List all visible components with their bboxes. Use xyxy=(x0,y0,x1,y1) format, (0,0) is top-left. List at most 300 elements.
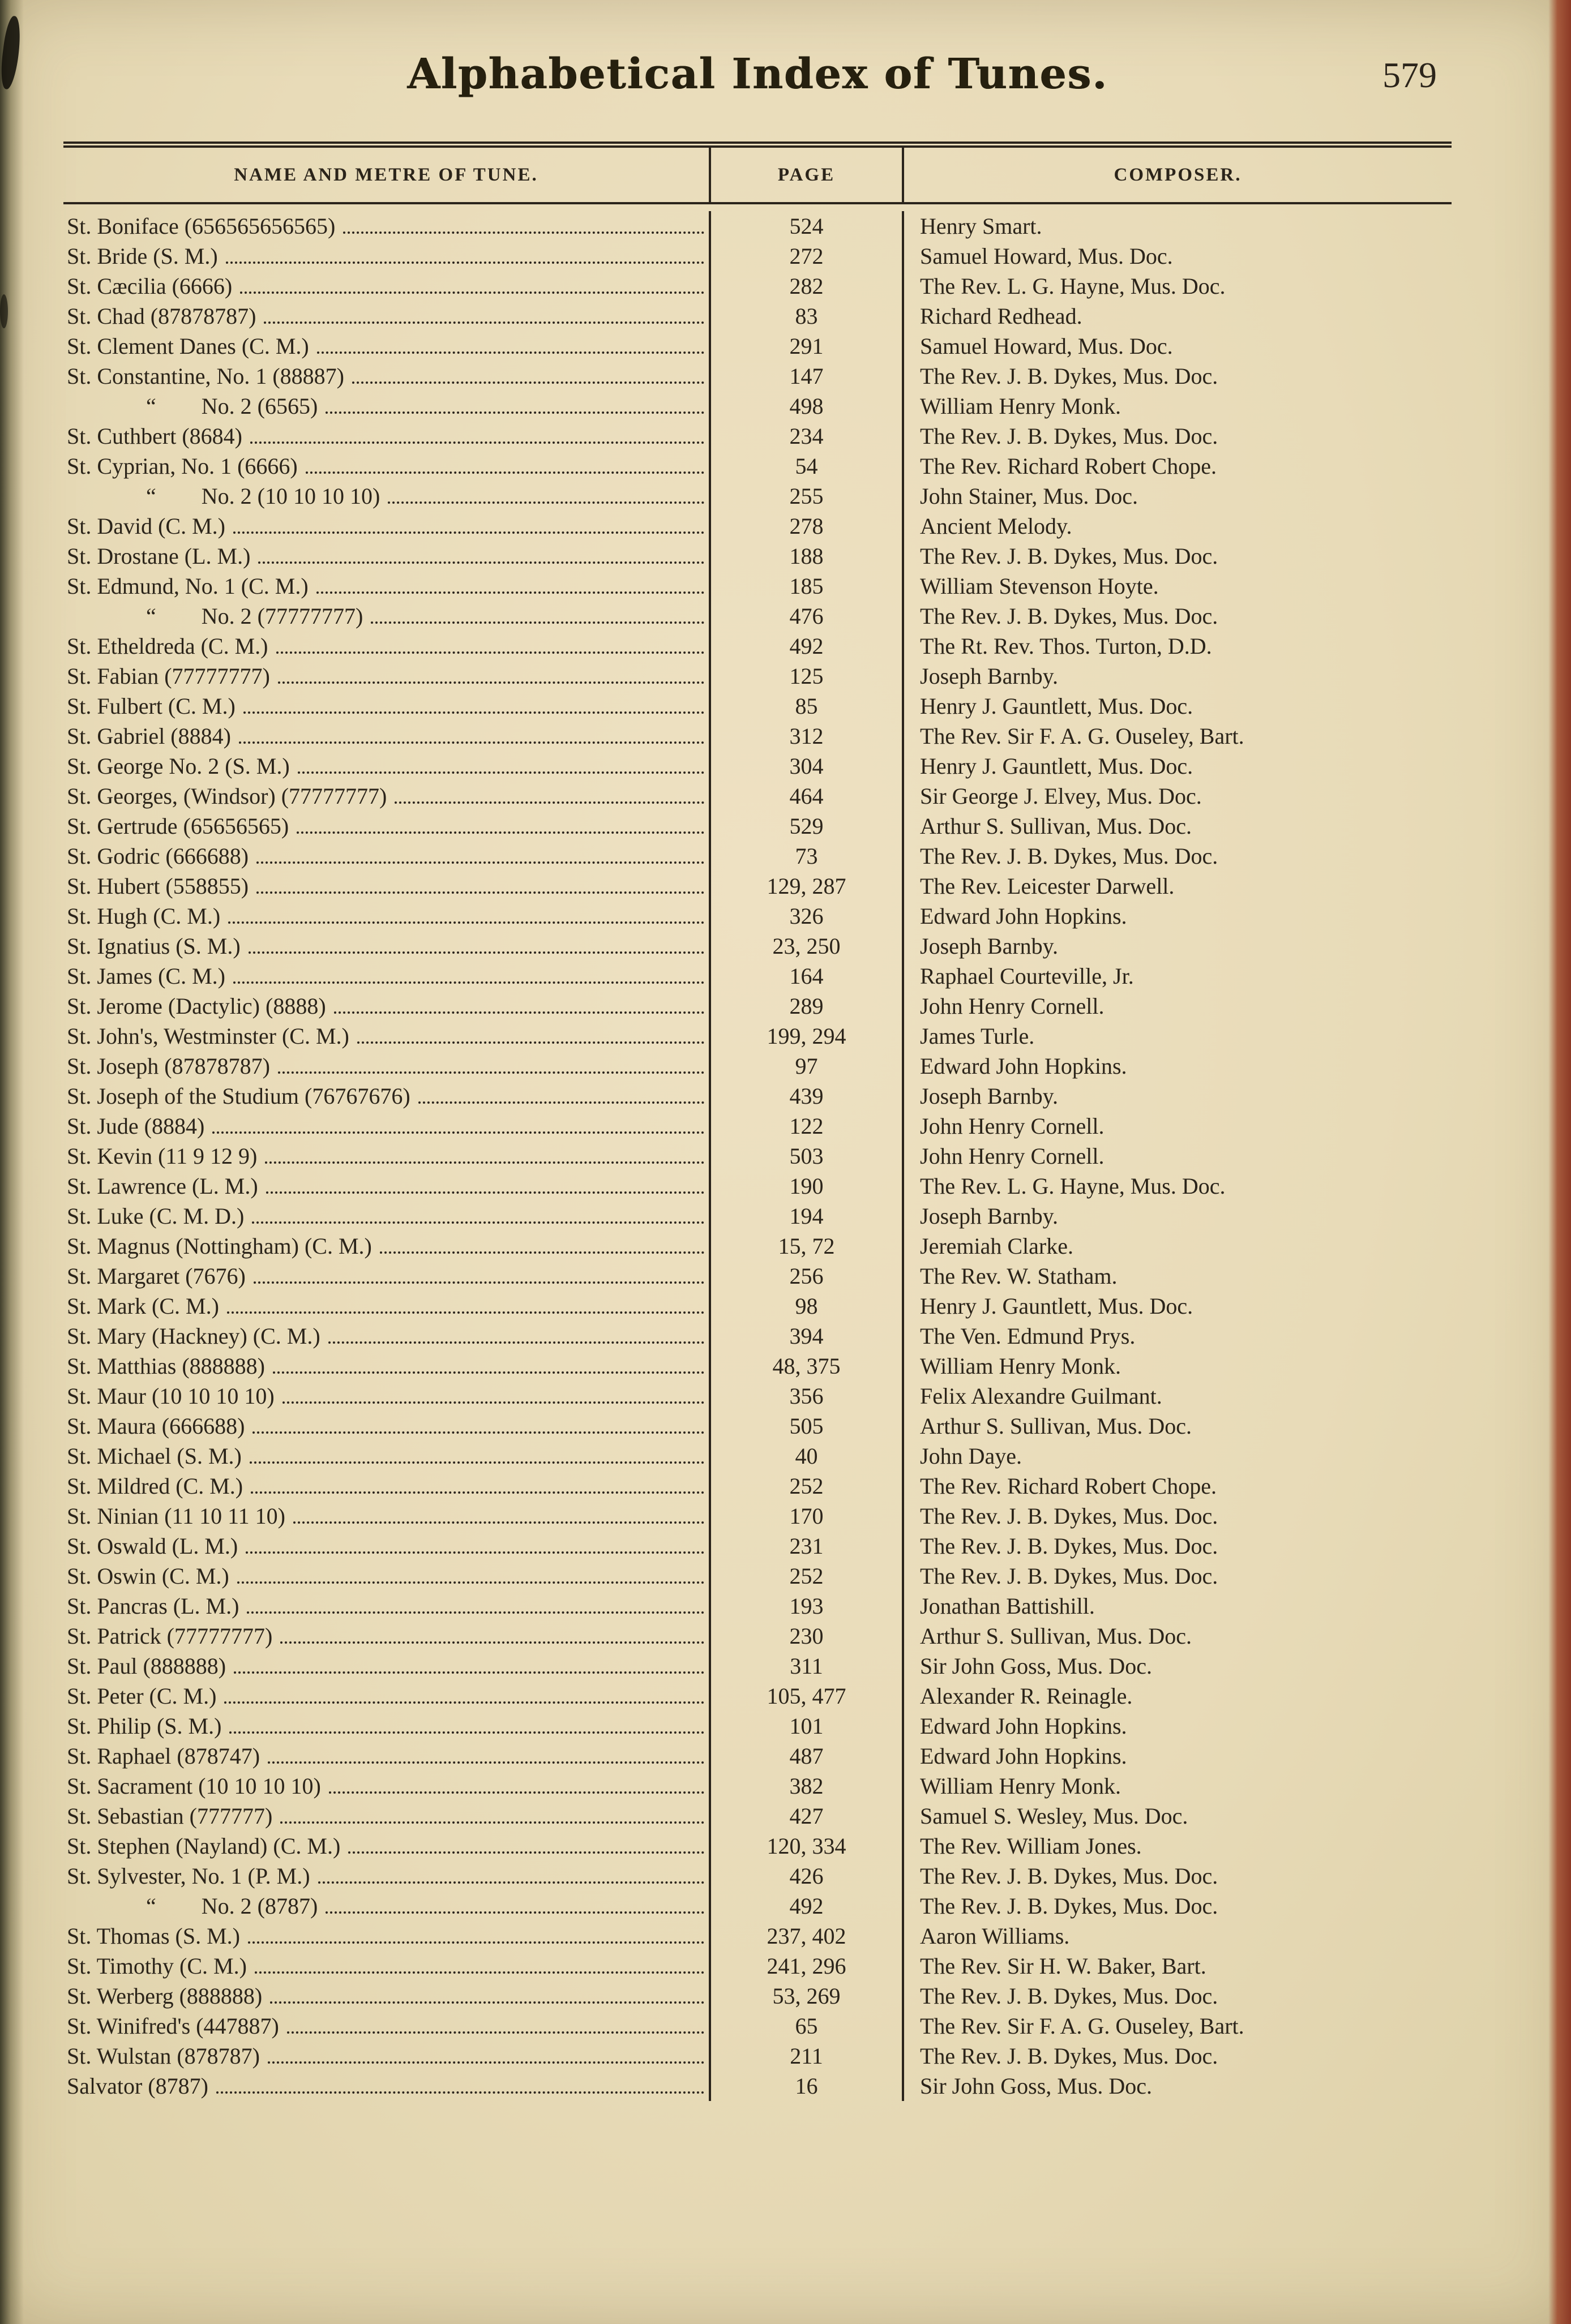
tune-name-cell xyxy=(63,1921,709,1951)
tune-page: 147 xyxy=(709,361,904,391)
tune-name-cell xyxy=(63,421,709,451)
table-row xyxy=(63,1861,1452,1891)
tune-composer: The Rev. J. B. Dykes, Mus. Doc. xyxy=(920,2043,1218,2069)
dot-leader xyxy=(298,771,704,774)
tune-name: St. Winifred's (447887) xyxy=(67,2013,279,2039)
tune-page: 188 xyxy=(709,541,904,571)
table-row xyxy=(63,211,1452,241)
table-row xyxy=(63,1981,1452,2011)
tune-name: St. Cuthbert (8684) xyxy=(67,423,242,449)
table-row xyxy=(63,1801,1452,1831)
dot-leader xyxy=(352,381,704,384)
page-content xyxy=(63,33,1452,2101)
table-row xyxy=(63,1771,1452,1801)
tune-composer: Edward John Hopkins. xyxy=(920,1743,1127,1769)
tune-name-cell xyxy=(63,1381,709,1411)
tune-name: St. Timothy (C. M.) xyxy=(67,1953,247,1979)
table-row xyxy=(63,1891,1452,1921)
tune-name: St. Gabriel (8884) xyxy=(67,723,231,749)
tune-name: St. Raphael (878747) xyxy=(67,1743,260,1769)
tune-page: 98 xyxy=(709,1291,904,1321)
tune-page: 278 xyxy=(709,511,904,541)
tune-name-cell xyxy=(63,1891,709,1921)
dot-leader xyxy=(334,1011,704,1014)
binding-edge xyxy=(0,0,24,2324)
tune-name: St. James (C. M.) xyxy=(67,963,225,989)
tune-name-cell xyxy=(63,361,709,391)
tune-name-cell xyxy=(63,1981,709,2011)
tune-composer: Henry Smart. xyxy=(920,213,1042,239)
tune-name: St. Georges, (Windsor) (77777777) xyxy=(67,783,387,809)
table-row xyxy=(63,1381,1452,1411)
table-row xyxy=(63,2071,1452,2101)
tune-name: St. Boniface (656565656565) xyxy=(67,213,336,239)
dot-leader xyxy=(226,261,704,264)
dot-leader xyxy=(233,531,704,534)
tune-page: 23, 250 xyxy=(709,931,904,961)
tune-composer: William Henry Monk. xyxy=(920,393,1121,419)
tune-name-cell xyxy=(63,1051,709,1081)
tune-name-cell xyxy=(63,1231,709,1261)
dot-leader xyxy=(224,1701,704,1704)
tune-name-cell xyxy=(63,1831,709,1861)
dot-leader xyxy=(278,1071,704,1074)
dot-leader xyxy=(250,1461,704,1464)
tune-name-cell xyxy=(63,1441,709,1471)
tune-name-cell xyxy=(63,781,709,811)
column-header-composer: COMPOSER. xyxy=(1114,164,1242,185)
table-row xyxy=(63,1471,1452,1501)
tune-name-cell xyxy=(63,601,709,631)
dot-leader xyxy=(297,831,704,834)
tune-name-cell xyxy=(63,841,709,871)
tune-name: St. John's, Westminster (C. M.) xyxy=(67,1023,349,1049)
tune-page: 464 xyxy=(709,781,904,811)
tune-name: St. Hugh (C. M.) xyxy=(67,903,221,929)
dot-leader xyxy=(252,1221,704,1224)
tune-name-cell xyxy=(63,481,709,511)
tune-name: “ No. 2 (10 10 10 10) xyxy=(146,483,380,509)
dot-leader xyxy=(280,1641,704,1644)
tune-composer: The Rev. J. B. Dykes, Mus. Doc. xyxy=(920,1563,1218,1589)
table-row xyxy=(63,811,1452,841)
tune-composer: Arthur S. Sullivan, Mus. Doc. xyxy=(920,813,1192,839)
table-row xyxy=(63,901,1452,931)
tune-page: 487 xyxy=(709,1741,904,1771)
tune-name-cell xyxy=(63,1471,709,1501)
tune-composer: Aaron Williams. xyxy=(920,1923,1070,1949)
dot-leader xyxy=(276,651,705,654)
dot-leader xyxy=(380,1251,704,1254)
tune-name: St. Mildred (C. M.) xyxy=(67,1473,243,1499)
table-row xyxy=(63,751,1452,781)
page-header xyxy=(63,33,1452,142)
tune-name: St. Peter (C. M.) xyxy=(67,1683,217,1709)
tune-name: St. Godric (666688) xyxy=(67,843,249,869)
tune-name: St. Etheldreda (C. M.) xyxy=(67,633,268,659)
dot-leader xyxy=(252,1431,704,1434)
tune-page: 427 xyxy=(709,1801,904,1831)
dot-leader xyxy=(233,981,704,984)
dot-leader xyxy=(256,861,704,864)
tune-name-cell xyxy=(63,1861,709,1891)
table-row xyxy=(63,601,1452,631)
tune-composer: The Rev. J. B. Dykes, Mus. Doc. xyxy=(920,1983,1218,2009)
tune-composer: James Turle. xyxy=(920,1023,1035,1049)
tune-name: St. Fabian (77777777) xyxy=(67,663,270,689)
tune-name-cell xyxy=(63,1021,709,1051)
tune-page: 16 xyxy=(709,2071,904,2101)
tune-name: St. Oswald (L. M.) xyxy=(67,1533,238,1559)
tune-page: 255 xyxy=(709,481,904,511)
tune-name: St. Maur (10 10 10 10) xyxy=(67,1383,275,1409)
tune-composer: Sir George J. Elvey, Mus. Doc. xyxy=(920,783,1202,809)
tune-page: 65 xyxy=(709,2011,904,2041)
table-row xyxy=(63,541,1452,571)
dot-leader xyxy=(418,1101,704,1104)
tune-page: 230 xyxy=(709,1621,904,1651)
tune-page: 125 xyxy=(709,661,904,691)
tune-composer: Henry J. Gauntlett, Mus. Doc. xyxy=(920,753,1193,779)
tune-page: 272 xyxy=(709,241,904,271)
tune-composer: William Henry Monk. xyxy=(920,1353,1121,1379)
table-row xyxy=(63,631,1452,661)
tune-name: St. Lawrence (L. M.) xyxy=(67,1173,258,1199)
tune-composer: Henry J. Gauntlett, Mus. Doc. xyxy=(920,693,1193,719)
dot-leader xyxy=(395,801,704,804)
table-row xyxy=(63,1261,1452,1291)
dot-leader xyxy=(243,711,704,714)
tune-name-cell xyxy=(63,691,709,721)
table-row xyxy=(63,961,1452,991)
table-row xyxy=(63,1351,1452,1381)
tune-page: 120, 334 xyxy=(709,1831,904,1861)
tune-page: 231 xyxy=(709,1531,904,1561)
dot-leader xyxy=(278,681,704,684)
tune-page: 105, 477 xyxy=(709,1681,904,1711)
table-row xyxy=(63,1681,1452,1711)
table-row xyxy=(63,301,1452,331)
tune-composer: John Henry Cornell. xyxy=(920,993,1105,1019)
page-edge-red xyxy=(1548,0,1571,2324)
tune-name: St. Michael (S. M.) xyxy=(67,1443,242,1469)
table-row xyxy=(63,1201,1452,1231)
tune-composer: Edward John Hopkins. xyxy=(920,1713,1127,1739)
tune-composer: William Stevenson Hoyte. xyxy=(920,573,1159,599)
dot-leader xyxy=(287,2031,704,2034)
tune-page: 237, 402 xyxy=(709,1921,904,1951)
tune-name-cell xyxy=(63,1291,709,1321)
dot-leader xyxy=(240,291,704,294)
tune-name: St. Mary (Hackney) (C. M.) xyxy=(67,1323,320,1349)
tune-name: St. Hubert (558855) xyxy=(67,873,249,899)
tune-page: 170 xyxy=(709,1501,904,1531)
tune-composer: Joseph Barnby. xyxy=(920,933,1059,959)
dot-leader xyxy=(216,2091,704,2094)
tune-name-cell xyxy=(63,1261,709,1291)
tune-name: St. Margaret (7676) xyxy=(67,1263,246,1289)
tune-name-cell xyxy=(63,961,709,991)
dot-leader xyxy=(306,471,704,474)
tune-page: 101 xyxy=(709,1711,904,1741)
table-row xyxy=(63,361,1452,391)
tune-name: St. Werberg (888888) xyxy=(67,1983,263,2009)
table-row xyxy=(63,1021,1452,1051)
table-row xyxy=(63,1561,1452,1591)
tune-name: St. Sebastian (777777) xyxy=(67,1803,273,1829)
tune-name-cell xyxy=(63,1711,709,1741)
tune-page: 304 xyxy=(709,751,904,781)
tune-name-cell xyxy=(63,391,709,421)
dot-leader xyxy=(248,1941,704,1944)
dot-leader xyxy=(228,921,704,924)
tune-name-cell xyxy=(63,721,709,751)
tune-name-cell xyxy=(63,301,709,331)
tune-page: 282 xyxy=(709,271,904,301)
tune-name: St. Luke (C. M. D.) xyxy=(67,1203,245,1229)
tune-composer: Sir John Goss, Mus. Doc. xyxy=(920,2073,1153,2099)
tune-page: 439 xyxy=(709,1081,904,1111)
dot-leader xyxy=(237,1581,704,1584)
tune-composer: The Rev. J. B. Dykes, Mus. Doc. xyxy=(920,1893,1218,1919)
tune-page: 505 xyxy=(709,1411,904,1441)
table-row xyxy=(63,1231,1452,1261)
tune-page: 492 xyxy=(709,631,904,661)
table-row xyxy=(63,1081,1452,1111)
table-row xyxy=(63,1141,1452,1171)
dot-leader xyxy=(270,2001,704,2004)
tune-name-cell xyxy=(63,1771,709,1801)
table-row xyxy=(63,331,1452,361)
table-row xyxy=(63,1741,1452,1771)
table-row xyxy=(63,1501,1452,1531)
tune-name-cell xyxy=(63,1201,709,1231)
tune-composer: The Ven. Edmund Prys. xyxy=(920,1323,1136,1349)
tune-page: 503 xyxy=(709,1141,904,1171)
tune-name-cell xyxy=(63,541,709,571)
tune-name: St. Patrick (77777777) xyxy=(67,1623,273,1649)
tune-name: St. Kevin (11 9 12 9) xyxy=(67,1143,258,1169)
tune-name: St. Cyprian, No. 1 (6666) xyxy=(67,453,298,479)
tune-name-cell xyxy=(63,211,709,241)
tune-page: 194 xyxy=(709,1201,904,1231)
table-row xyxy=(63,1711,1452,1741)
table-row xyxy=(63,931,1452,961)
page-number: 579 xyxy=(1382,55,1437,95)
tune-page: 476 xyxy=(709,601,904,631)
tune-name-cell xyxy=(63,571,709,601)
dot-leader xyxy=(329,1791,704,1794)
table-row xyxy=(63,1111,1452,1141)
table-row xyxy=(63,1051,1452,1081)
table-row xyxy=(63,661,1452,691)
tune-page: 40 xyxy=(709,1441,904,1471)
tune-page: 97 xyxy=(709,1051,904,1081)
table-row xyxy=(63,2041,1452,2071)
dot-leader xyxy=(371,621,704,624)
tune-name: St. Mark (C. M.) xyxy=(67,1293,219,1319)
table-row xyxy=(63,871,1452,901)
dot-leader xyxy=(247,1611,704,1614)
tune-name-cell xyxy=(63,1561,709,1591)
tune-composer: The Rev. Leicester Darwell. xyxy=(920,873,1175,899)
dot-leader xyxy=(328,1341,704,1344)
table-row xyxy=(63,1291,1452,1321)
tune-composer: Jeremiah Clarke. xyxy=(920,1233,1073,1259)
dot-leader xyxy=(246,1551,704,1554)
tune-name: St. Edmund, No. 1 (C. M.) xyxy=(67,573,309,599)
dot-leader xyxy=(268,1761,704,1764)
tune-composer: Felix Alexandre Guilmant. xyxy=(920,1383,1162,1409)
tune-name: St. Philip (S. M.) xyxy=(67,1713,222,1739)
tune-name-cell xyxy=(63,991,709,1021)
tune-name: St. Jude (8884) xyxy=(67,1113,205,1139)
tune-name: St. Bride (S. M.) xyxy=(67,243,218,269)
table-row xyxy=(63,1171,1452,1201)
tune-composer: Ancient Melody. xyxy=(920,513,1072,539)
tune-name-cell xyxy=(63,1081,709,1111)
tune-name-cell xyxy=(63,811,709,841)
table-row xyxy=(63,1591,1452,1621)
dot-leader xyxy=(318,1881,704,1884)
tune-page: 326 xyxy=(709,901,904,931)
tune-name-cell xyxy=(63,1141,709,1171)
tune-name-cell xyxy=(63,751,709,781)
tune-name-cell xyxy=(63,631,709,661)
tune-name-cell xyxy=(63,1411,709,1441)
tune-composer: Richard Redhead. xyxy=(920,303,1082,329)
table-row xyxy=(63,481,1452,511)
tune-page: 311 xyxy=(709,1651,904,1681)
tune-composer: The Rev. Richard Robert Chope. xyxy=(920,453,1217,479)
tune-name: “ No. 2 (6565) xyxy=(146,393,318,419)
dot-leader xyxy=(212,1131,704,1134)
tune-name-cell xyxy=(63,1531,709,1561)
tune-page: 190 xyxy=(709,1171,904,1201)
table-row xyxy=(63,1321,1452,1351)
table-row xyxy=(63,1831,1452,1861)
tune-name: St. David (C. M.) xyxy=(67,513,225,539)
dot-leader xyxy=(239,741,704,744)
tune-composer: The Rev. Sir F. A. G. Ouseley, Bart. xyxy=(920,723,1244,749)
tune-composer: Raphael Courteville, Jr. xyxy=(920,963,1134,989)
table-row xyxy=(63,691,1452,721)
tune-name: St. Chad (87878787) xyxy=(67,303,256,329)
table-row xyxy=(63,841,1452,871)
dot-leader xyxy=(282,1401,704,1404)
tune-composer: Joseph Barnby. xyxy=(920,1203,1059,1229)
tune-name: St. Sacrament (10 10 10 10) xyxy=(67,1773,321,1799)
tune-page: 529 xyxy=(709,811,904,841)
tune-composer: The Rev. J. B. Dykes, Mus. Doc. xyxy=(920,843,1218,869)
tune-page: 122 xyxy=(709,1111,904,1141)
tune-composer: Joseph Barnby. xyxy=(920,1083,1059,1109)
table-row xyxy=(63,511,1452,541)
tune-page: 199, 294 xyxy=(709,1021,904,1051)
table-row xyxy=(63,2011,1452,2041)
tune-page: 73 xyxy=(709,841,904,871)
tune-name-cell xyxy=(63,901,709,931)
tune-page: 241, 296 xyxy=(709,1951,904,1981)
tune-composer: The Rev. J. B. Dykes, Mus. Doc. xyxy=(920,603,1218,629)
table-row xyxy=(63,721,1452,751)
page-title: Alphabetical Index of Tunes. xyxy=(407,50,1108,98)
tune-composer: Henry J. Gauntlett, Mus. Doc. xyxy=(920,1293,1193,1319)
dot-leader xyxy=(266,1191,704,1194)
tune-page: 256 xyxy=(709,1261,904,1291)
tune-name: St. Clement Danes (C. M.) xyxy=(67,333,309,359)
tune-page: 48, 375 xyxy=(709,1351,904,1381)
tune-page: 193 xyxy=(709,1591,904,1621)
tune-name: “ No. 2 (8787) xyxy=(146,1893,318,1919)
dot-leader xyxy=(265,1161,704,1164)
tune-composer: Arthur S. Sullivan, Mus. Doc. xyxy=(920,1413,1192,1439)
tune-composer: William Henry Monk. xyxy=(920,1773,1121,1799)
tune-name: St. Ninian (11 10 11 10) xyxy=(67,1503,285,1529)
tune-name: St. Maura (666688) xyxy=(67,1413,245,1439)
tune-name: St. Matthias (888888) xyxy=(67,1353,265,1379)
tune-page: 312 xyxy=(709,721,904,751)
tune-composer: John Daye. xyxy=(920,1443,1022,1469)
dot-leader xyxy=(388,501,704,504)
column-header-page: PAGE xyxy=(709,148,904,202)
table-row xyxy=(63,271,1452,301)
tune-composer: The Rev. Sir H. W. Baker, Bart. xyxy=(920,1953,1206,1979)
table-row xyxy=(63,421,1452,451)
tune-page: 15, 72 xyxy=(709,1231,904,1261)
tune-composer: The Rev. W. Statham. xyxy=(920,1263,1118,1289)
tune-composer: The Rev. L. G. Hayne, Mus. Doc. xyxy=(920,273,1226,299)
tune-page: 492 xyxy=(709,1891,904,1921)
dot-leader xyxy=(255,1971,704,1974)
tune-name: “ No. 2 (77777777) xyxy=(146,603,363,629)
tune-page: 289 xyxy=(709,991,904,1021)
tune-name-cell xyxy=(63,271,709,301)
tune-composer: Edward John Hopkins. xyxy=(920,1053,1127,1079)
dot-leader xyxy=(256,891,704,894)
tune-name-cell xyxy=(63,241,709,271)
tune-composer: The Rt. Rev. Thos. Turton, D.D. xyxy=(920,633,1212,659)
tune-name: St. Drostane (L. M.) xyxy=(67,543,251,569)
tune-page: 85 xyxy=(709,691,904,721)
table-row xyxy=(63,1441,1452,1471)
dot-leader xyxy=(326,1911,704,1914)
dot-leader xyxy=(251,1491,704,1494)
tune-name: St. Stephen (Nayland) (C. M.) xyxy=(67,1833,341,1859)
tune-page: 53, 269 xyxy=(709,1981,904,2011)
dot-leader xyxy=(317,351,704,354)
table-row xyxy=(63,1621,1452,1651)
table-row xyxy=(63,241,1452,271)
tune-page: 129, 287 xyxy=(709,871,904,901)
tune-name: St. Joseph (87878787) xyxy=(67,1053,270,1079)
table-row xyxy=(63,391,1452,421)
tune-page: 83 xyxy=(709,301,904,331)
tune-name-cell xyxy=(63,2041,709,2071)
table-row xyxy=(63,991,1452,1021)
dot-leader xyxy=(229,1731,704,1734)
tune-composer: The Rev. J. B. Dykes, Mus. Doc. xyxy=(920,363,1218,389)
table-row xyxy=(63,1411,1452,1441)
tune-composer: The Rev. Richard Robert Chope. xyxy=(920,1473,1217,1499)
tune-name-cell xyxy=(63,2071,709,2101)
table-row xyxy=(63,1951,1452,1981)
table-row xyxy=(63,1531,1452,1561)
tune-page: 164 xyxy=(709,961,904,991)
tune-composer: The Rev. J. B. Dykes, Mus. Doc. xyxy=(920,1863,1218,1889)
tune-composer: Jonathan Battishill. xyxy=(920,1593,1095,1619)
tune-name: St. Pancras (L. M.) xyxy=(67,1593,239,1619)
